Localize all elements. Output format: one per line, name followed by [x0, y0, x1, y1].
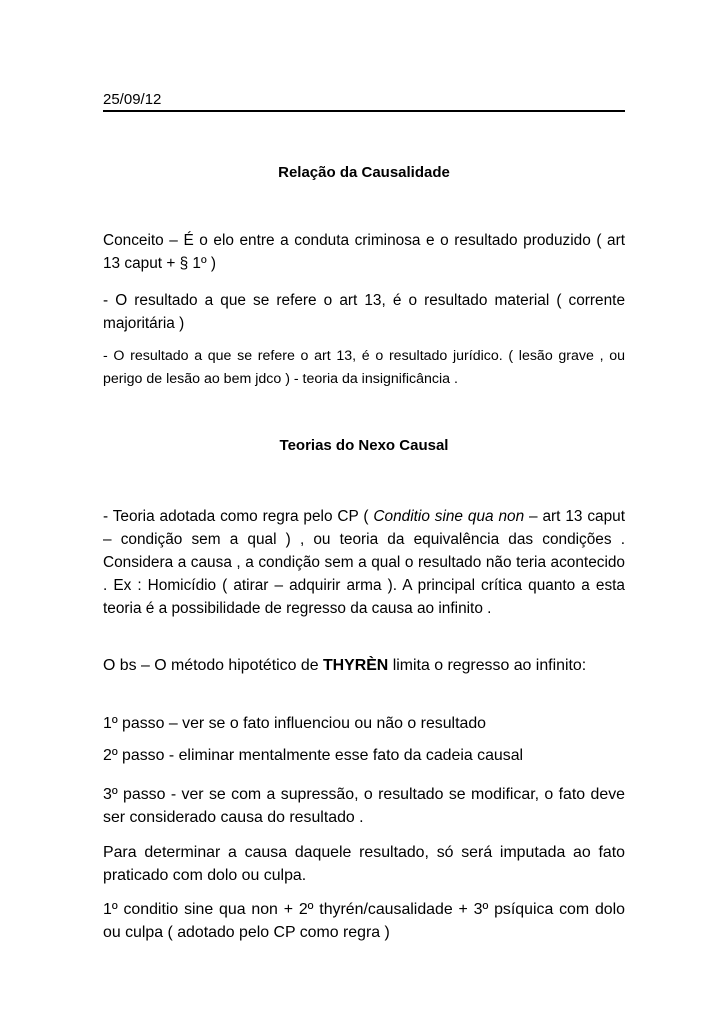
paragraph-conceito: Conceito – É o elo entre a conduta criminosa e o resultado produzido ( art 13 caput + § 1º ): [103, 232, 625, 272]
paragraph-resultado-juridico: - O resultado a que se refere o art 13, é o resultado jurídico. ( lesão grave , ou perigo de lesão ao bem jdco ) - teoria da insignificância .: [103, 348, 625, 387]
step-3: 3º passo - ver se com a supressão, o resultado se modificar, o fato deve ser considerado causa do resultado .: [103, 786, 625, 826]
header-rule: [103, 110, 625, 112]
page-date: 25/09/12: [103, 91, 162, 108]
paragraph-teoria-before: - Teoria adotada como regra pelo CP (: [103, 508, 374, 525]
paragraph-determinar-causa: Para determinar a causa daquele resultado, só será imputada ao fato praticado com dolo ou culpa.: [103, 844, 625, 884]
paragraph-obs-bold: THYRÈN: [322, 657, 389, 674]
paragraph-obs-after: limita o regresso ao infinito:: [388, 657, 587, 674]
step-2: 2º passo - eliminar mentalmente esse fato da cadeia causal: [103, 747, 524, 764]
paragraph-summary-formula: 1º conditio sine qua non + 2º thyrén/causalidade + 3º psíquica com dolo ou culpa ( adotado pelo CP como regra ): [103, 901, 625, 941]
section-title-nexo-causal: Teorias do Nexo Causal: [279, 437, 449, 454]
paragraph-teoria-italic: Conditio sine qua non: [373, 508, 525, 525]
paragraph-obs-before: O bs – O método hipotético de: [103, 657, 323, 674]
paragraph-obs-thyren: [103, 654, 625, 677]
paragraph-teoria-after: – art 13 caput – condição sem a qual ) , ou teoria da equivalência das condições . Considera a causa , a condição sem a qual o resultado não teria acontecido . Ex : Homicídio ( atirar – adquirir arma ). A principal crítica quanto a esta teoria é a possibilidade de regresso da causa ao infinito .: [103, 508, 625, 617]
paragraph-teoria-adotada: [103, 505, 625, 620]
section-title-causalidade: Relação da Causalidade: [278, 164, 450, 181]
paragraph-resultado-material: - O resultado a que se refere o art 13, é o resultado material ( corrente majoritária ): [103, 292, 625, 332]
step-1: 1º passo – ver se o fato influenciou ou não o resultado: [103, 715, 487, 732]
